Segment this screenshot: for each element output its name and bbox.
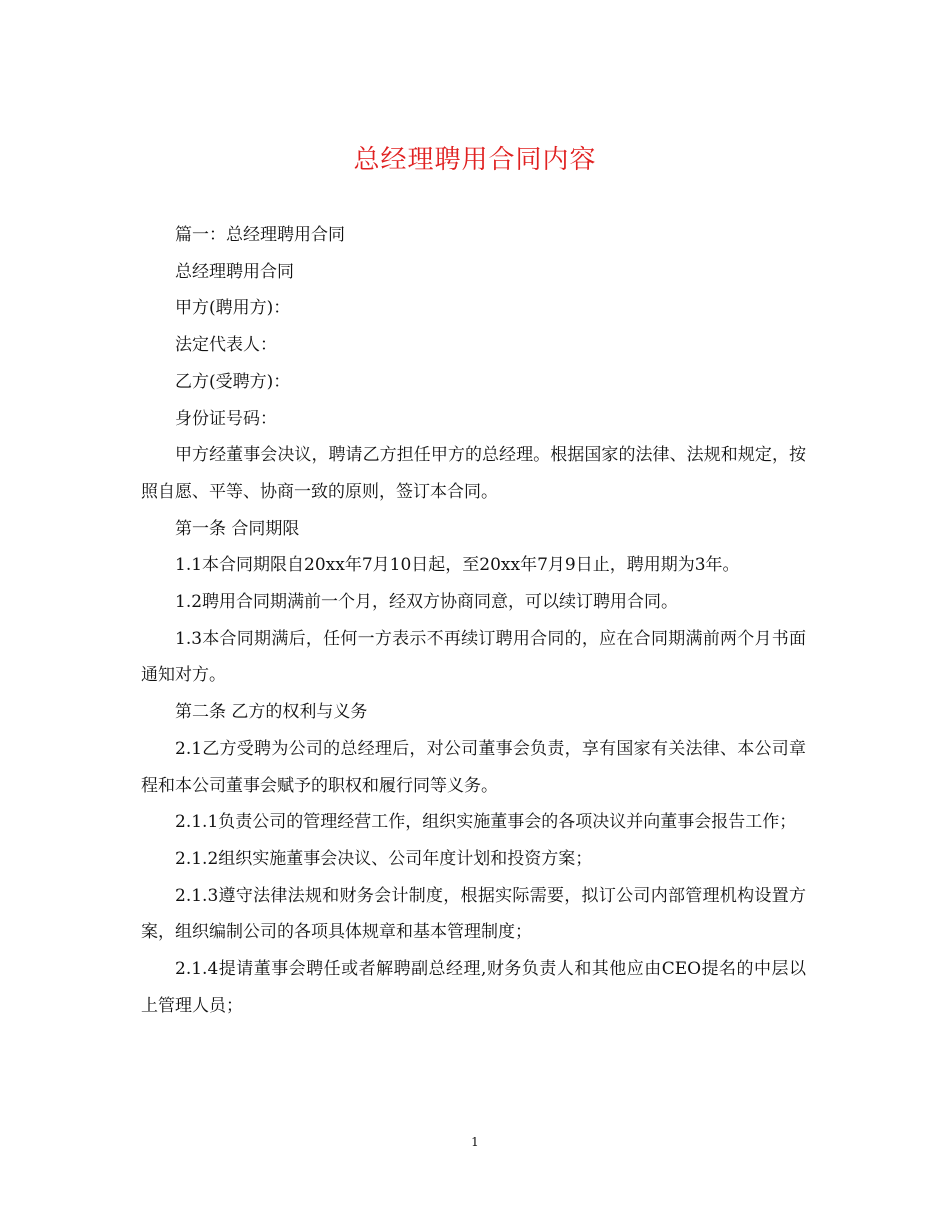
paragraph: 1.3本合同期满后，任何一方表示不再续订聘用合同的，应在合同期满前两个月书面通知对方。 xyxy=(141,628,806,686)
paragraph: 1.2聘用合同期满前一个月，经双方协商同意，可以续订聘用合同。 xyxy=(175,592,679,613)
paragraph: 篇一：总经理聘用合同 xyxy=(175,225,345,245)
paragraph: 2.1.4提请董事会聘任或者解聘副总经理,财务负责人和其他应由CEO提名的中层以上管理人员； xyxy=(141,959,806,1016)
paragraph: 法定代表人： xyxy=(175,335,277,356)
paragraph: 2.1.2组织实施董事会决议、公司年度计划和投资方案； xyxy=(175,848,593,869)
paragraph: 甲方经董事会决议，聘请乙方担任甲方的总经理。根据国家的法律、法规和规定，按照自愿、平等、协商一致的原则，签订本合同。 xyxy=(141,445,806,502)
section-heading: 第二条 乙方的权利与义务 xyxy=(175,702,368,723)
paragraph: 2.1.1负责公司的管理经营工作，组织实施董事会的各项决议并向董事会报告工作； xyxy=(175,812,797,833)
paragraph: 总经理聘用合同 xyxy=(175,261,294,282)
paragraph: 2.1乙方受聘为公司的总经理后，对公司董事会负责，享有国家有关法律、本公司章程和本公司董事会赋予的职权和履行同等义务。 xyxy=(141,738,806,796)
paragraph: 2.1.3遵守法律法规和财务会计制度，根据实际需要，拟订公司内部管理机构设置方案，组织编制公司的各项具体规章和基本管理制度； xyxy=(141,885,806,943)
paragraph: 1.1本合同期限自20xx年7月10日起，至20xx年7月9日止，聘用期为3年。 xyxy=(175,555,740,576)
paragraph: 乙方(受聘方)： xyxy=(175,371,291,392)
paragraph: 身份证号码： xyxy=(175,408,277,429)
document-body xyxy=(141,217,806,1024)
paragraph: 甲方(聘用方)： xyxy=(175,298,291,319)
document-title: 总经理聘用合同内容 xyxy=(353,145,597,175)
page-number: 1 xyxy=(471,1135,479,1149)
section-heading: 第一条 合同期限 xyxy=(175,518,300,539)
